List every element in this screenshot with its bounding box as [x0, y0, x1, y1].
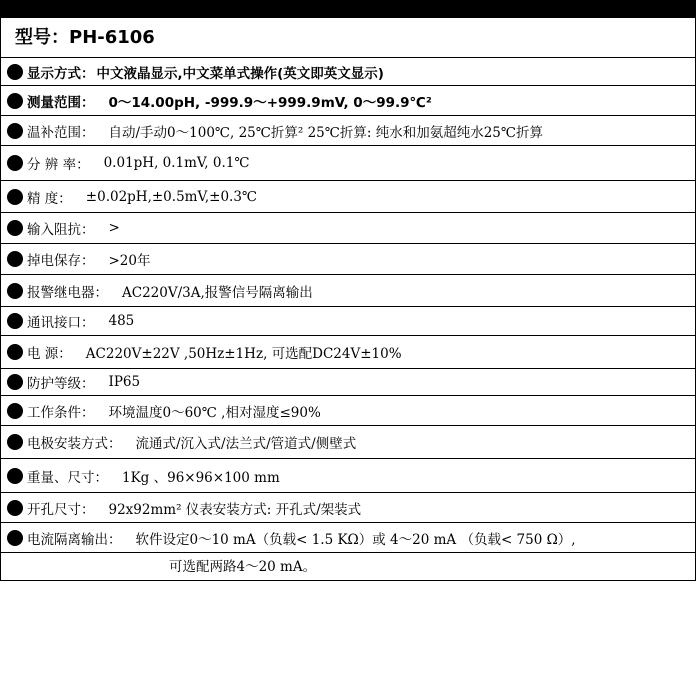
spec-value: > [108, 220, 120, 236]
spec-row-range [0, 86, 696, 116]
spec-value: 软件设定0～10 mA（负载< 1.5 KΩ）或 4～20 mA （负载< 750 Ω）, [135, 531, 576, 548]
spec-row-alarm-relay [0, 275, 696, 307]
spec-label: 电 源： [27, 346, 72, 362]
spec-value: IP65 [108, 374, 141, 390]
spec-value: 中文液晶显示,中文菜单式操作(英文即英文显示) [96, 65, 384, 82]
bullet-icon [7, 344, 23, 360]
spec-label: 防护等级： [27, 376, 95, 392]
bullet-icon [7, 468, 23, 484]
spec-value: 自动/手动0～100℃, 25℃折算² 25℃折算: 纯水和加氨超纯水25℃折算 [108, 124, 543, 141]
bullet-icon [7, 283, 23, 299]
spec-value: 1Kg 、96×96×100 mm [122, 469, 280, 486]
spec-value: 环境温度0～60℃ ,相对湿度≤90% [108, 404, 321, 421]
bullet-icon [7, 530, 23, 546]
spec-value: 485 [108, 313, 135, 329]
bullet-icon [7, 64, 23, 80]
bullet-icon [7, 500, 23, 516]
spec-value: >20年 [108, 253, 151, 269]
spec-row-display [0, 58, 696, 86]
bullet-icon [7, 374, 23, 390]
spec-label: 显示方式： [27, 65, 95, 82]
model-title: 型号：PH-6106 [0, 18, 696, 58]
bullet-icon [7, 434, 23, 450]
spec-row-impedance [0, 213, 696, 244]
spec-label: 重量、尺寸： [27, 469, 108, 486]
bullet-icon [7, 313, 23, 329]
spec-value: 流通式/沉入式/法兰式/管道式/侧壁式 [135, 436, 357, 452]
header-bar [0, 0, 696, 18]
spec-row-weight [0, 459, 696, 493]
bullet-icon [7, 403, 23, 419]
spec-value: 0.01pH, 0.1mV, 0.1℃ [103, 155, 250, 171]
spec-row-protection [0, 369, 696, 396]
spec-row-temp-comp [0, 116, 696, 146]
spec-value: AC220V±22V ,50Hz±1Hz, 可选配DC24V±10% [85, 346, 402, 362]
spec-row-comm [0, 307, 696, 336]
spec-row-current-output [0, 523, 696, 553]
spec-row-electrode [0, 426, 696, 459]
spec-label: 电极安装方式： [27, 436, 122, 452]
spec-row-cutout [0, 493, 696, 523]
spec-label: 报警继电器： [27, 284, 108, 301]
bullet-icon [7, 189, 23, 205]
spec-label: 分 辨 率： [27, 157, 90, 173]
spec-label: 通讯接口： [27, 315, 95, 331]
spec-label: 测量范围： [27, 94, 95, 111]
bullet-icon [7, 220, 23, 236]
spec-label: 精 度： [27, 190, 72, 207]
spec-value: 92x92mm² 仪表安装方式: 开孔式/架装式 [108, 501, 362, 518]
spec-row-accuracy [0, 181, 696, 213]
spec-label: 输入阻抗： [27, 222, 95, 238]
spec-row-power-save [0, 244, 696, 275]
spec-value: AC220V/3A,报警信号隔离输出 [122, 284, 313, 301]
current-output-continuation: 可选配两路4～20 mA。 [0, 553, 696, 581]
spec-label: 掉电保存： [27, 253, 95, 269]
spec-row-conditions [0, 396, 696, 426]
spec-row-resolution [0, 146, 696, 181]
bullet-icon [7, 123, 23, 139]
bullet-icon [7, 155, 23, 171]
spec-label: 工作条件： [27, 404, 95, 421]
bullet-icon [7, 93, 23, 109]
spec-label: 开孔尺寸： [27, 501, 95, 518]
spec-value: ±0.02pH,±0.5mV,±0.3℃ [85, 188, 258, 205]
spec-row-power [0, 336, 696, 369]
spec-label: 温补范围： [27, 124, 95, 141]
bullet-icon [7, 251, 23, 267]
spec-label: 电流隔离输出： [27, 531, 122, 548]
spec-value: 0～14.00pH, -999.9～+999.9mV, 0～99.9℃² [108, 94, 432, 111]
